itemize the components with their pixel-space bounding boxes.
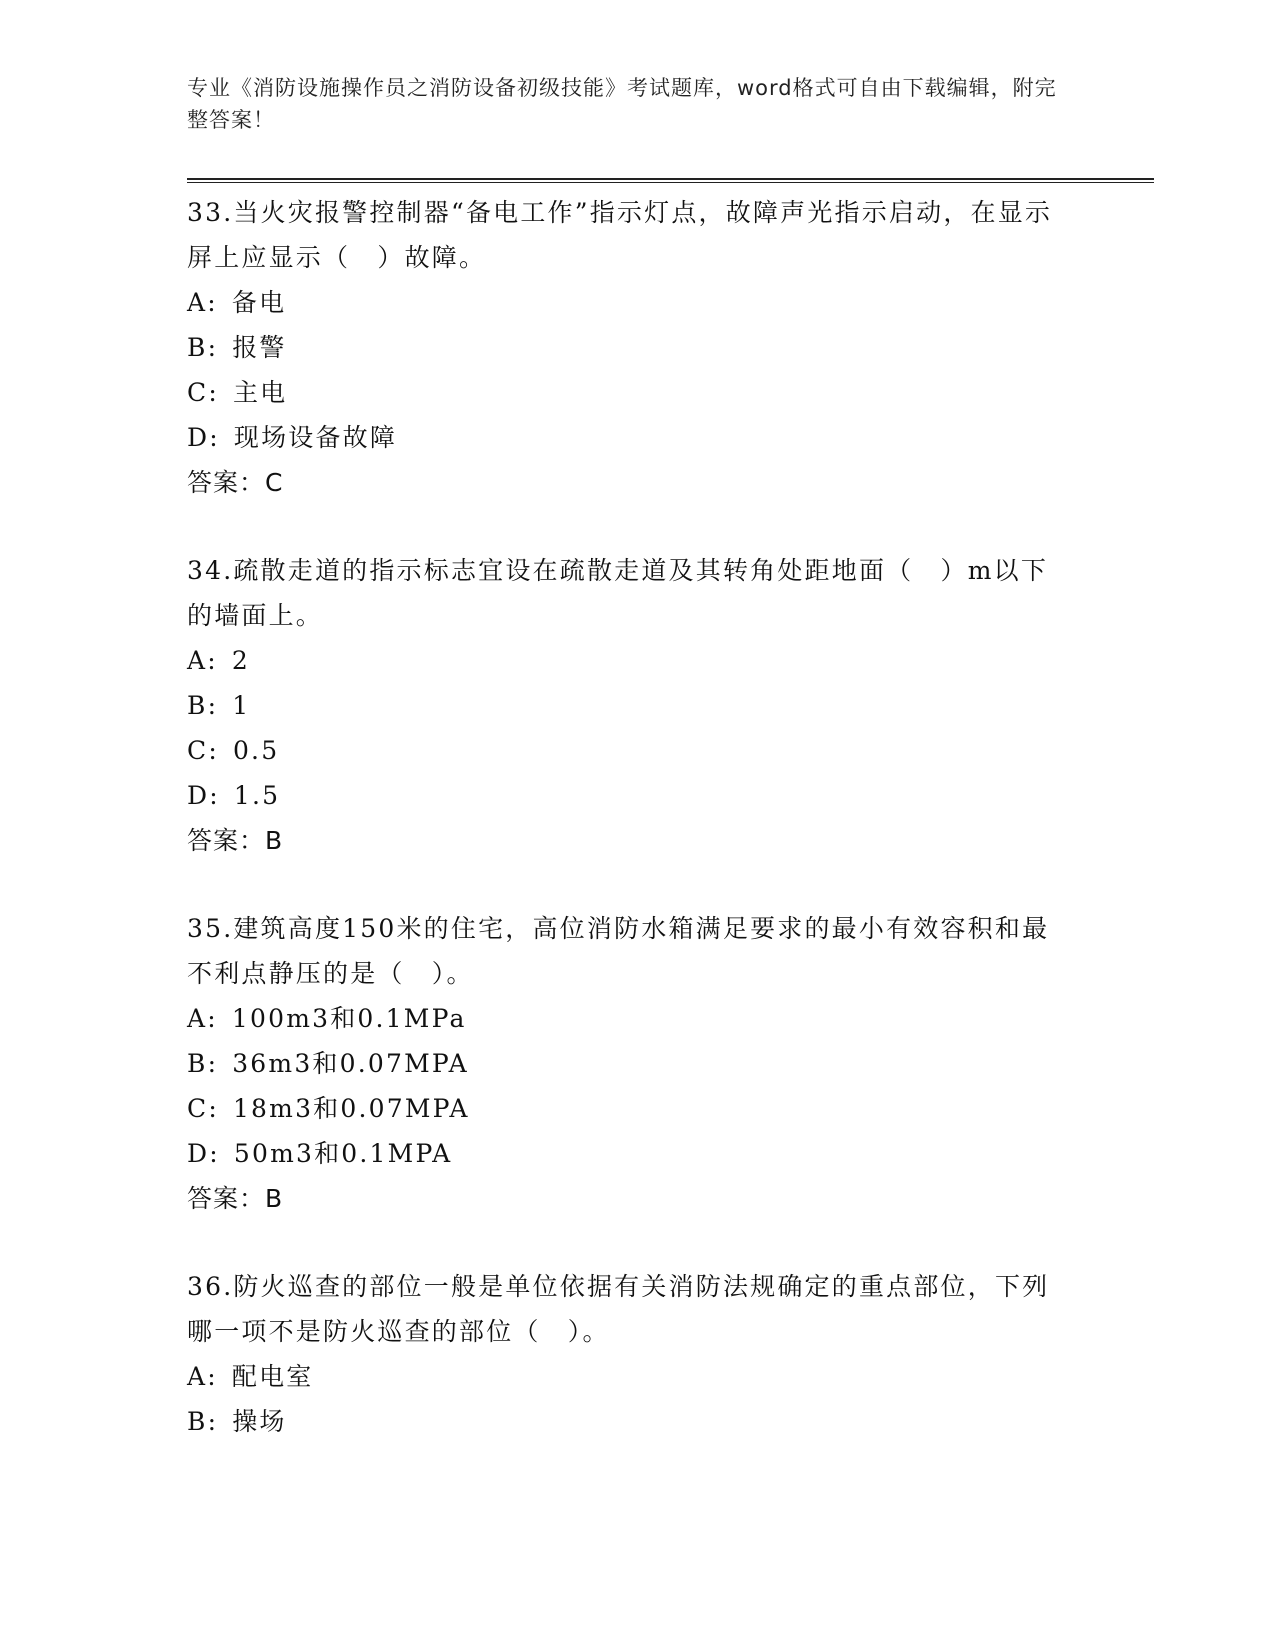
answer-label: 答案：	[187, 1184, 266, 1213]
option-key: A:	[187, 288, 218, 317]
question-34	[187, 548, 1087, 863]
option-key: A:	[187, 1004, 218, 1033]
option-key: D:	[187, 1139, 220, 1168]
option-b	[187, 1041, 1087, 1086]
option-d	[187, 415, 1087, 460]
question-36	[187, 1264, 1087, 1444]
option-a	[187, 638, 1087, 683]
option-text: 2	[231, 646, 250, 675]
question-35	[187, 906, 1087, 1221]
option-a	[187, 1354, 1087, 1399]
header-divider-thin	[187, 182, 1154, 183]
question-text: 34.疏散走道的指示标志宜设在疏散走道及其转角处距地面（ ）m以下的墙面上。	[187, 556, 1049, 630]
option-text: 1.5	[233, 781, 281, 810]
option-d	[187, 773, 1087, 818]
option-key: B:	[187, 1049, 219, 1078]
answer-line	[187, 460, 1087, 505]
question-text: 35.建筑高度150米的住宅，高位消防水箱满足要求的最小有效容积和最不利点静压的是（ ）。	[187, 914, 1050, 988]
option-key: C:	[187, 378, 219, 407]
option-a	[187, 996, 1087, 1041]
option-text: 报警	[232, 333, 287, 362]
option-c	[187, 728, 1087, 773]
answer-label: 答案：	[187, 468, 266, 497]
option-b	[187, 325, 1087, 370]
document-header: 专业《消防设施操作员之消防设备初级技能》考试题库，word格式可自由下载编辑，附完整答案！	[187, 76, 1057, 132]
answer-line	[187, 1176, 1087, 1221]
option-key: B:	[187, 333, 219, 362]
answer-value: C	[265, 468, 284, 497]
option-text: 36m3和0.07MPA	[232, 1049, 469, 1078]
option-text: 现场设备故障	[233, 423, 398, 452]
option-text: 配电室	[231, 1362, 314, 1391]
answer-value: B	[265, 826, 284, 855]
option-key: C:	[187, 736, 219, 765]
option-text: 备电	[231, 288, 287, 317]
question-list	[187, 190, 1087, 1444]
option-text: 50m3和0.1MPA	[233, 1139, 453, 1168]
option-key: A:	[187, 646, 218, 675]
option-key: B:	[187, 1407, 219, 1436]
option-a	[187, 280, 1087, 325]
option-b	[187, 683, 1087, 728]
question-text: 33.当火灾报警控制器“备电工作”指示灯点，故障声光指示启动，在显示屏上应显示（ ）故障。	[187, 198, 1053, 272]
option-c	[187, 1086, 1087, 1131]
option-b	[187, 1399, 1087, 1444]
answer-value: B	[265, 1184, 284, 1213]
option-key: D:	[187, 781, 220, 810]
question-text: 36.防火巡查的部位一般是单位依据有关消防法规确定的重点部位，下列哪一项不是防火巡查的部位（ ）。	[187, 1272, 1050, 1346]
option-text: 0.5	[232, 736, 280, 765]
answer-label: 答案：	[187, 826, 266, 855]
question-33	[187, 190, 1087, 505]
option-text: 主电	[232, 378, 288, 407]
option-text: 1	[232, 691, 251, 720]
option-c	[187, 370, 1087, 415]
answer-line	[187, 818, 1087, 863]
option-key: C:	[187, 1094, 219, 1123]
option-text: 18m3和0.07MPA	[232, 1094, 470, 1123]
header-divider	[187, 178, 1154, 180]
option-text: 操场	[232, 1407, 287, 1436]
option-text: 100m3和0.1MPa	[231, 1004, 467, 1033]
option-key: A:	[187, 1362, 218, 1391]
option-d	[187, 1131, 1087, 1176]
option-key: D:	[187, 423, 220, 452]
option-key: B:	[187, 691, 219, 720]
